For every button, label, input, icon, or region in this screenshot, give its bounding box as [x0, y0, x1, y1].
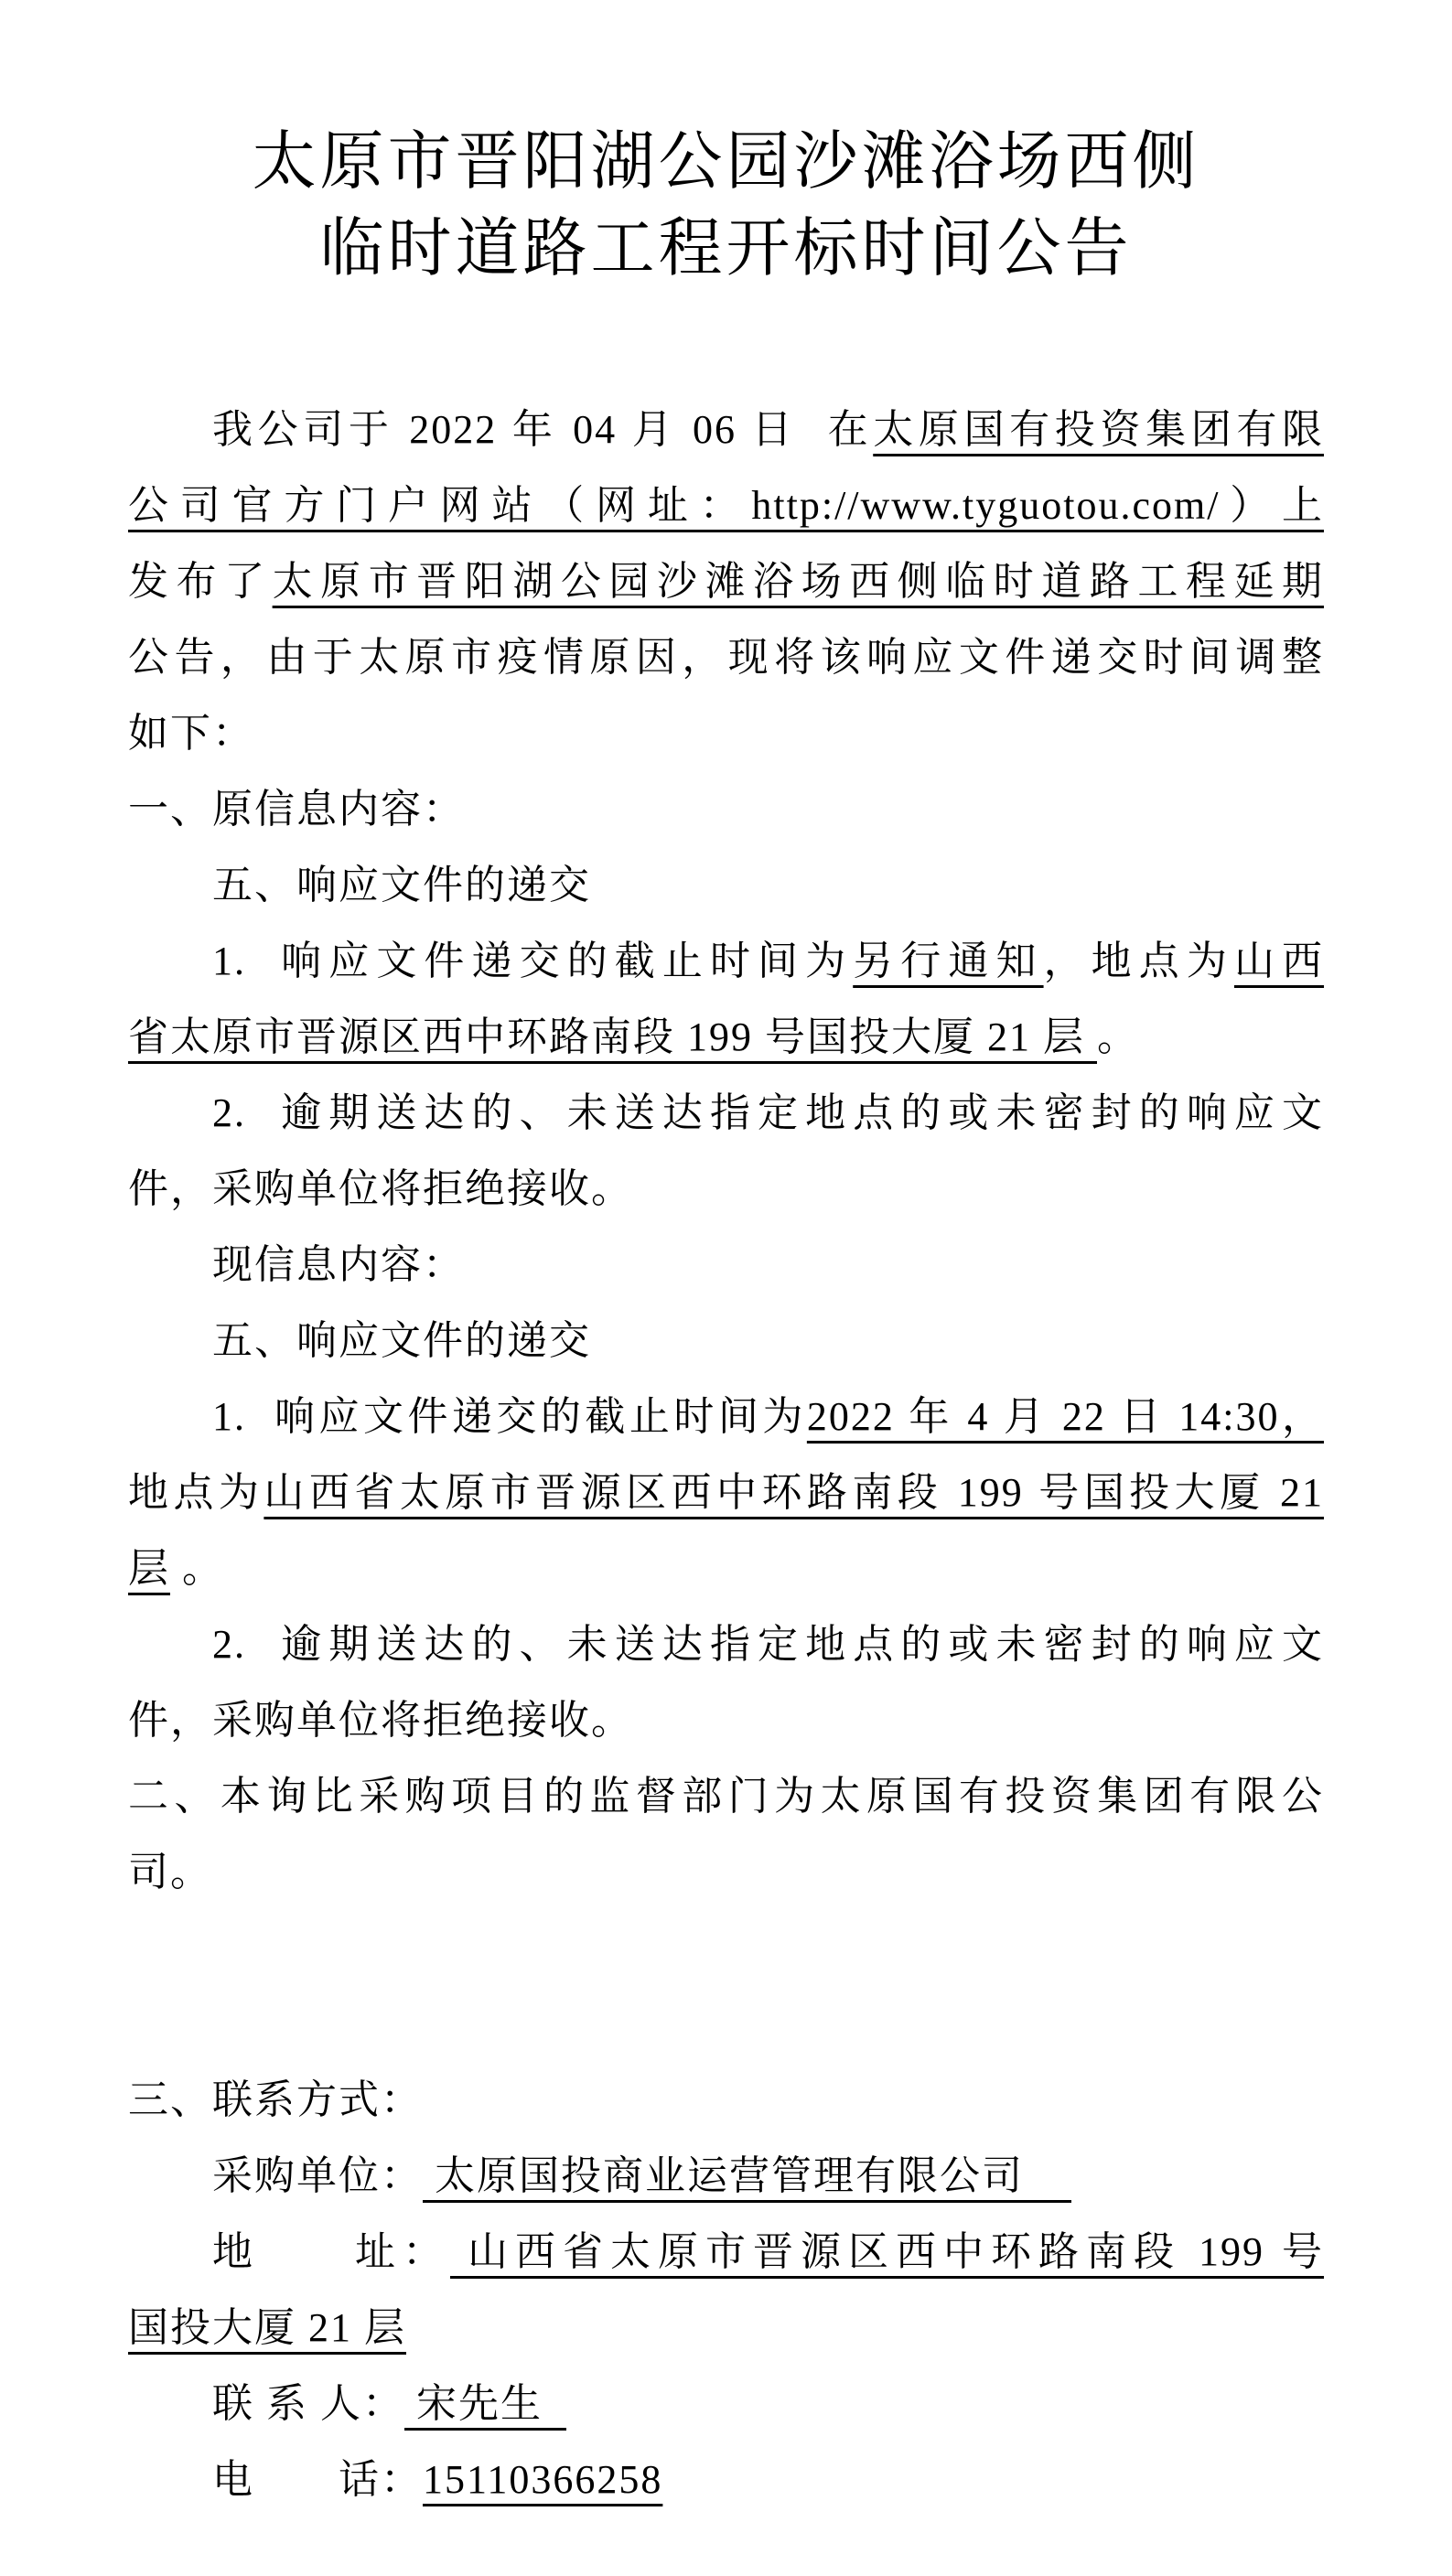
- text-segment: 五、响应文件的递交: [212, 1318, 591, 1363]
- document-line: [128, 923, 1324, 999]
- document-line: [128, 1151, 1324, 1227]
- document-line: [128, 847, 1324, 923]
- underlined-text: 太原国有投资集团有限: [873, 407, 1325, 452]
- underlined-text: 2022 年 4 月 22 日 14:30，: [806, 1394, 1325, 1439]
- text-segment: 联 系 人：: [212, 2381, 404, 2426]
- document-line: [128, 2062, 1324, 2138]
- underlined-text: 太原市晋阳湖公园沙滩浴场西侧临时道路工程延期: [272, 559, 1324, 604]
- text-segment: 五、响应文件的递交: [212, 863, 591, 907]
- underlined-text: 15110366258: [423, 2457, 663, 2502]
- document-line: [128, 1454, 1324, 1530]
- underlined-text: 公司官方门户网站（网址：http://www.tyguotou.com/）上: [128, 483, 1324, 528]
- underlined-text: 太原国投商业运营管理有限公司: [423, 2153, 1071, 2198]
- text-segment: 2. 逾期送达的、未送达指定地点的或未密封的响应文: [212, 1090, 1324, 1135]
- blank-line: [128, 1986, 1324, 2062]
- document-line: [128, 467, 1324, 543]
- document-line: [128, 1682, 1324, 1758]
- text-segment: 1. 响应文件递交的截止时间为: [212, 939, 854, 983]
- text-segment: 现信息内容：: [212, 1242, 465, 1287]
- text-segment: 。: [1097, 1014, 1139, 1059]
- text-segment: 公告，由于太原市疫情原因，现将该响应文件递交时间调整: [128, 635, 1324, 680]
- document-line: [128, 1303, 1324, 1379]
- text-segment: 。: [170, 1546, 224, 1591]
- text-segment: 地点为: [128, 1470, 264, 1515]
- document-line: [128, 1834, 1324, 1910]
- document-content: [128, 119, 1324, 2517]
- text-segment: 件，采购单位将拒绝接收。: [128, 1698, 633, 1743]
- underlined-text: 另行通知: [853, 939, 1044, 983]
- document-line: [128, 1758, 1324, 1834]
- text-segment: 件，采购单位将拒绝接收。: [128, 1166, 633, 1211]
- document-line: [128, 392, 1324, 467]
- document-line: [128, 771, 1324, 847]
- text-segment: 地 址：: [212, 2229, 450, 2274]
- document-line: [128, 2366, 1324, 2442]
- underlined-text: 宋先生: [404, 2381, 566, 2426]
- document-line: [128, 1075, 1324, 1151]
- document-line: [128, 1227, 1324, 1303]
- underlined-text: 国投大厦 21 层: [128, 2305, 406, 2350]
- text-segment: 发布了: [128, 559, 273, 604]
- underlined-text: 山西省太原市晋源区西中环路南段 199 号: [450, 2229, 1324, 2274]
- text-segment: 三、联系方式：: [128, 2077, 423, 2122]
- document-title-line-2: 临时道路工程开标时间公告: [319, 214, 1133, 284]
- text-segment: 2. 逾期送达的、未送达指定地点的或未密封的响应文: [212, 1622, 1324, 1667]
- text-segment: 一、原信息内容：: [128, 787, 465, 832]
- text-segment: 我公司于 2022 年 04 月 06 日 在: [212, 407, 874, 452]
- blank-line: [128, 1910, 1324, 1986]
- document-line: [128, 2138, 1324, 2214]
- underlined-text: 层: [128, 1546, 170, 1591]
- document-title-line-1: 太原市晋阳湖公园沙滩浴场西侧: [252, 127, 1200, 198]
- text-segment: 1. 响应文件递交的截止时间为: [212, 1394, 807, 1439]
- document-line: [128, 2214, 1324, 2290]
- underlined-text: 省太原市晋源区西中环路南段 199 号国投大厦 21 层: [128, 1014, 1097, 1059]
- document-line: [128, 619, 1324, 695]
- document-line: [128, 999, 1324, 1075]
- document-line: [128, 1606, 1324, 1682]
- text-segment: ，地点为: [1043, 939, 1234, 983]
- text-segment: 二、本询比采购项目的监督部门为太原国有投资集团有限公: [128, 1774, 1324, 1819]
- document-line: [128, 2290, 1324, 2366]
- text-segment: 采购单位：: [212, 2153, 423, 2198]
- document-line: [128, 1530, 1324, 1606]
- document-line: [128, 695, 1324, 771]
- text-segment: 司。: [128, 1850, 212, 1894]
- text-segment: 如下：: [128, 711, 254, 756]
- underlined-text: 山西省太原市晋源区西中环路南段 199 号国投大厦 21: [264, 1470, 1325, 1515]
- document-line: [128, 543, 1324, 619]
- document-line: [128, 1379, 1324, 1454]
- document-line: [128, 2442, 1324, 2517]
- document-body: [128, 392, 1324, 2517]
- text-segment: 电 话：: [212, 2457, 423, 2502]
- underlined-text: 山西: [1233, 939, 1325, 983]
- document-title: [128, 119, 1324, 293]
